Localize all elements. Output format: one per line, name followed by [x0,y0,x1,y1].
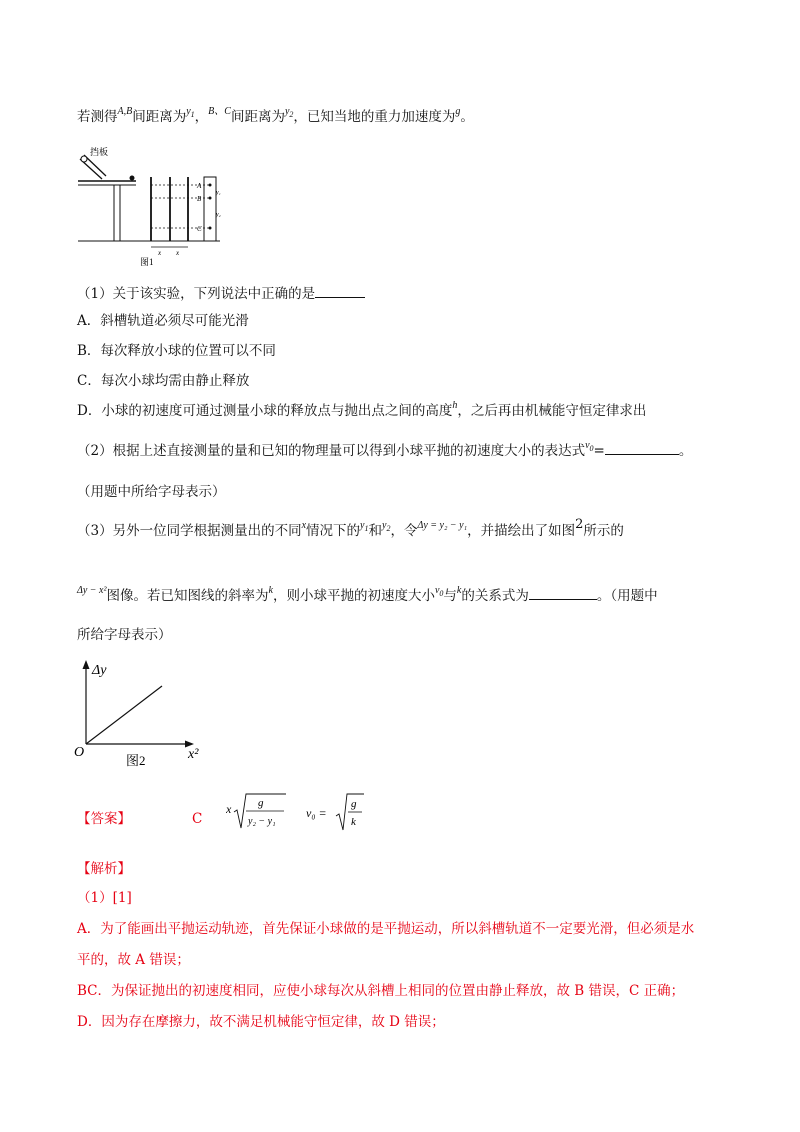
q2-note: （用题中所给字母表示） [77,484,226,500]
label-x-1: x [158,249,162,257]
q1-option-d: D．小球的初速度可通过测量小球的释放点与抛出点之间的高度$^h$，之后再由机械能守恒定律求出 [77,400,647,419]
label-b: B [197,195,202,203]
q2-stem: （2）根据上述直接测量的量和已知的物理量可以得到小球平抛的初速度大小的表达式$^{v_0}$= 。 [77,440,693,459]
ball-end-icon [130,176,135,181]
answer-3-formula [306,790,366,834]
analysis-sub: （1）[1] [77,890,132,906]
label-y1: y₁ [216,190,221,196]
q1-stem: （1）关于该实验，下列说法中正确的是 [77,283,365,304]
q1-option-b: B．每次释放小球的位置可以不同 [77,343,276,359]
analysis-p3: D．因为存在摩擦力，故不满足机械能守恒定律，故 D 错误； [77,1014,445,1030]
figure-2-caption: 图2 [126,753,146,768]
answer-label: 【答案】 [77,811,131,827]
y-axis-label: Δy [92,663,107,678]
svg-text:v₀ =: v₀ = [306,806,327,820]
analysis-p1: A．为了能画出平抛运动轨迹，首先保证小球做的是平抛运动，所以斜槽轨道不一定要光滑，但必须是水 [77,921,695,937]
q3-line-2: $^{\Delta y - x^2}$图像。若已知图线的斜率为$^k$，则小球平抛的初速度大小$^{v_0}$与$^k$的关系式为 。（用题中 [77,585,658,604]
intro-line: 若测得$^{A,B}$间距离为$^{y_1}$，$^{B、C}$间距离为$^{y_2}$，已知当地的重力加速度为$^g$。 [77,106,474,125]
x-axis-label: x² [188,747,199,762]
analysis-p2: BC．为保证抛出的初速度相同，应使小球每次从斜槽上相同的位置由静止释放，故 B 错误，C 正确； [77,983,685,999]
figure-1-caption: 图1 [140,257,154,267]
svg-text:g: g [351,798,357,810]
q3-line-3: 所给字母表示） [77,627,172,643]
label-y2: y₂ [216,212,221,218]
answer-1: C [192,811,203,827]
analysis-p1b: 平的，故 A 错误； [77,952,190,968]
q3-line-1: （3）另外一位同学根据测量出的不同$^x$情况下的$^{y_1}$和$^{y_2}$，令$^{\Delta y = y_2 - y_1}$，并描绘出了如图2所示的 [77,517,624,539]
figure-2-graph [72,658,212,776]
label-a: A [197,182,202,190]
y-axis-arrow-icon [83,660,90,669]
q3-answer-blank[interactable] [529,585,597,600]
q2-answer-blank[interactable] [605,440,679,455]
baffle-label: 挡板 [90,147,109,157]
figure-1-apparatus [70,145,230,267]
analysis-label: 【解析】 [77,861,131,877]
answer-2-formula [226,790,288,834]
q1-option-c: C．每次小球均需由静止释放 [77,373,250,389]
ball-icon [81,156,87,162]
q1-option-a: A．斜槽轨道必须尽可能光滑 [77,313,249,329]
label-x-2: x [176,249,180,257]
svg-text:k: k [351,816,356,828]
svg-text:g: g [258,797,264,809]
label-c: C [197,225,202,233]
wall-plate [204,177,216,241]
svg-text:x: x [226,802,232,816]
graph-line [86,686,162,744]
origin-label: O [74,745,85,760]
svg-text:y₂ − y₁: y₂ − y₁ [248,816,276,827]
q1-answer-blank[interactable] [315,283,365,298]
